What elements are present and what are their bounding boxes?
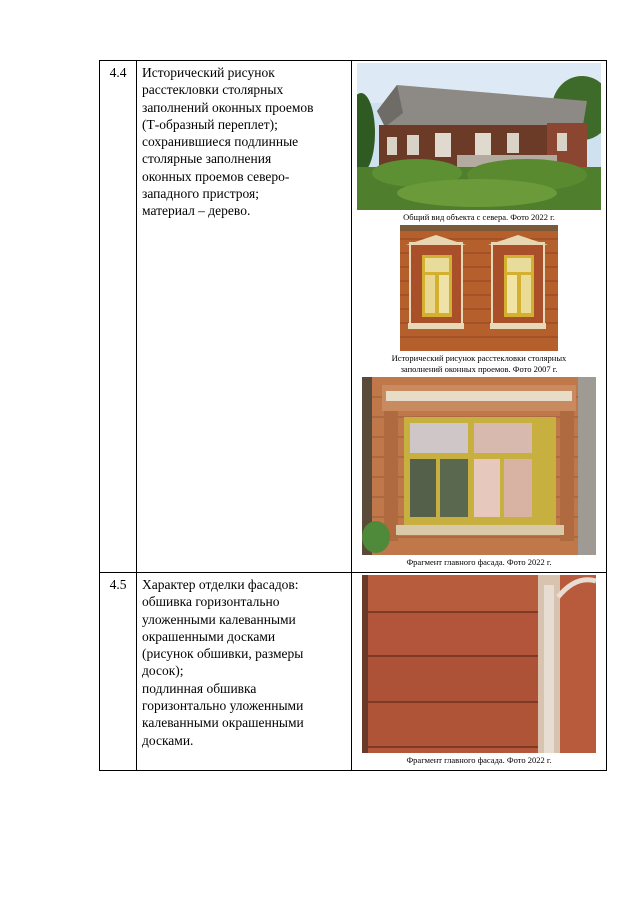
feature-description xyxy=(137,573,352,771)
description-line: (рисунок обшивки, размеры xyxy=(142,646,304,662)
description-line: оконных проемов северо- xyxy=(142,168,290,184)
table-row-4-4 xyxy=(100,61,607,573)
house-north-view-photo xyxy=(357,63,601,210)
facade-siding-photo xyxy=(362,575,596,753)
row-number: 4.5 xyxy=(100,573,137,771)
description-line: Характер отделки фасадов: xyxy=(142,577,299,592)
description-line: досками. xyxy=(142,732,194,748)
description-line: заполнений оконных проемов xyxy=(142,99,314,115)
description-line: западного пристроя; xyxy=(142,186,259,202)
photo-caption xyxy=(403,212,555,223)
monument-features-table xyxy=(99,60,607,771)
row-number: 4.4 xyxy=(100,61,137,573)
description-line: сохранившиеся подлинные xyxy=(142,134,299,150)
caption-line: Фрагмент главного фасада. Фото 2022 г. xyxy=(406,557,552,567)
caption-line: Исторический рисунок расстекловки столярных xyxy=(391,353,567,363)
description-line: обшивка горизонтально xyxy=(142,594,280,610)
photo-caption xyxy=(406,755,551,766)
caption-line: заполнений оконных проемов. Фото 2007 г. xyxy=(400,364,558,374)
historic-windows-2007-photo xyxy=(400,225,558,351)
description-line: подлинная обшивка xyxy=(142,680,257,696)
table-row-4-5 xyxy=(100,573,607,771)
photo-cell xyxy=(352,61,607,573)
description-line: досок); xyxy=(142,663,184,679)
photo-block-north-view xyxy=(352,63,606,225)
description-line: калеванными окрашенными xyxy=(142,715,304,731)
description-line: расстекловки столярных xyxy=(142,82,284,98)
description-line: окрашенными досками xyxy=(142,628,276,644)
photo-block-siding xyxy=(352,575,606,768)
description-line: столярные заполнения xyxy=(142,151,272,167)
description-line: уложенными калеванными xyxy=(142,611,296,627)
caption-line: Общий вид объекта с севера. Фото 2022 г. xyxy=(403,212,555,222)
description-line: Исторический рисунок xyxy=(142,65,275,80)
photo-block-facade-window xyxy=(352,377,606,570)
description-line: материал – дерево. xyxy=(142,203,251,219)
photo-caption xyxy=(406,557,551,568)
caption-line: Фрагмент главного фасада. Фото 2022 г. xyxy=(406,755,552,765)
facade-window-photo xyxy=(362,377,596,555)
photo-cell xyxy=(352,573,607,771)
photo-block-2007-windows xyxy=(352,225,606,377)
photo-caption xyxy=(392,353,567,375)
description-line: (Т-образный переплет); xyxy=(142,116,278,132)
description-line: горизонтально уложенными xyxy=(142,698,304,714)
feature-description xyxy=(137,61,352,573)
